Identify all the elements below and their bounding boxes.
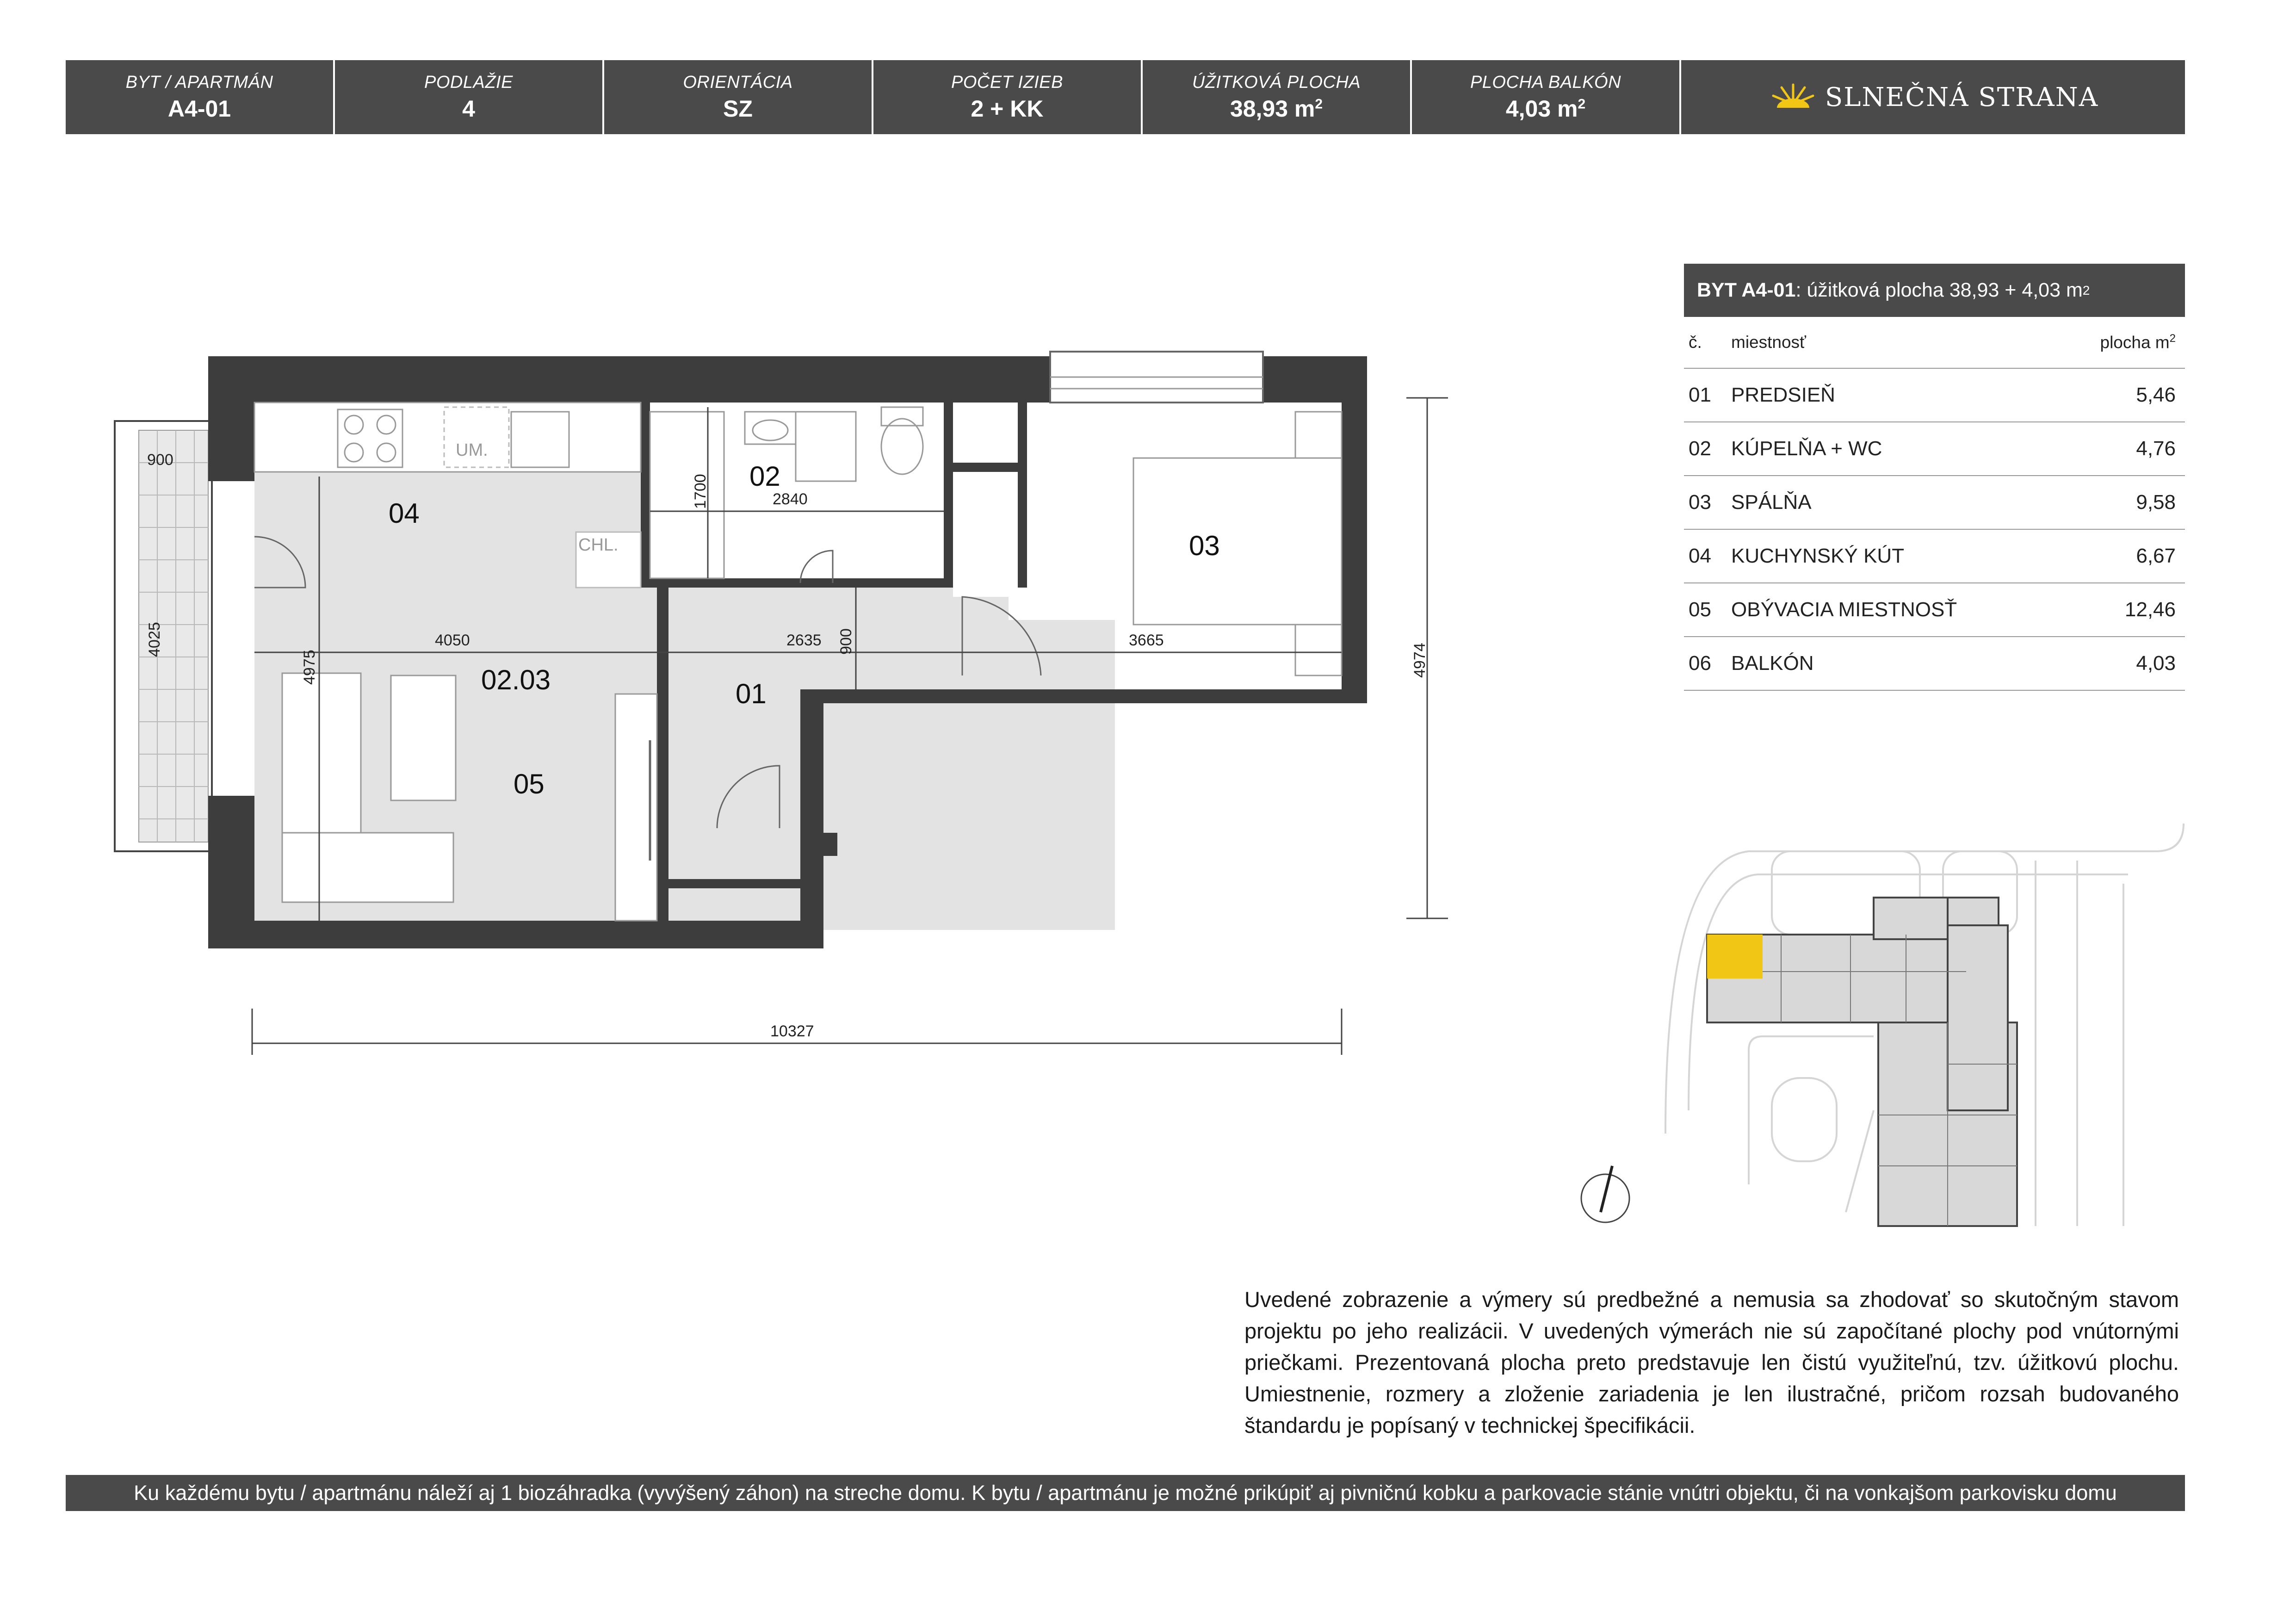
dim-hall-width: 2635: [786, 632, 822, 649]
table-row: 05 OBÝVACIA MIESTNOSŤ 12,46: [1684, 583, 2185, 637]
north-arrow-icon: [1581, 1166, 1629, 1222]
table-row: 03 SPÁLŇA 9,58: [1684, 476, 2185, 530]
header-value: 4,03 $m^2$: [1505, 95, 1586, 122]
dim-living-depth: 4975: [301, 650, 318, 685]
header-label: ORIENTÁCIA: [683, 72, 793, 92]
dim-bath-depth: 1700: [692, 474, 709, 509]
header-label: POČET IZIEB: [951, 72, 1063, 92]
header-label: PODLAŽIE: [424, 72, 513, 92]
dim-balcony-width: 900: [147, 451, 173, 469]
pantry-label: CHL.: [578, 535, 619, 555]
logo-text: SLNEČNÁ STRANA: [1825, 82, 2099, 112]
header-value: SZ: [723, 95, 753, 122]
footer-bar: [66, 1475, 2185, 1511]
balcony: [115, 421, 212, 851]
disclaimer-text: Uvedené zobrazenie a výmery sú predbežné a nemusia sa zhodovať so skutočným stavom projektu po jeho realizácii. V uvedených výmerách nie sú započítané plochy pod vnútornými priečkami. Prezentovaná plocha preto predstavuje len čistú využiteľnú, tzv. úžitkovú plochu. Umiestnenie, rozmery a zloženie zariadenia je len ilustračné, pričom rozsah budovaného štandardu je popísaný v technickej špecifikácii.: [1244, 1287, 2179, 1437]
dim-bedroom-width: 3665: [1129, 632, 1164, 649]
header-value: A4-01: [167, 95, 231, 122]
table-row: 06 BALKÓN 4,03: [1684, 637, 2185, 691]
header-value: 38,93 $m^2$: [1230, 95, 1323, 122]
room-label-02: 02: [749, 461, 780, 492]
dishwasher-label: UM.: [456, 440, 488, 460]
table-row: 01 PREDSIEŇ 5,46: [1684, 369, 2185, 422]
header-value: 2 + KK: [971, 95, 1044, 122]
footer-text: Ku každému bytu / apartmánu náleží aj 1 biozáhradka (vyvýšený záhon) na streche domu. K bytu / apartmánu je možné prikúpiť aj pivničnú kobku a parkovacie stánie vnútri objektu, či na vonkajšom parkovisku domu: [134, 1481, 2117, 1505]
dim-living-width: 4050: [435, 632, 470, 649]
dim-balcony-length: 4025: [146, 622, 163, 657]
dim-hall-depth: 900: [837, 628, 855, 655]
dim-total-width: 10327: [770, 1022, 814, 1040]
table-row: 04 KUCHYNSKÝ KÚT 6,67: [1684, 530, 2185, 583]
window: [1050, 352, 1263, 403]
dim-total-depth: 4974: [1411, 643, 1429, 678]
header-label: ÚŽITKOVÁ PLOCHA: [1192, 72, 1361, 92]
room-table-title: BYT A4-01 : úžitková plocha 38,93 + 4,03 m 2: [1684, 264, 2185, 317]
table-row: 02 KÚPELŇA + WC 4,76: [1684, 422, 2185, 476]
header-label: PLOCHA BALKÓN: [1470, 72, 1621, 92]
room-label-03: 03: [1189, 530, 1220, 561]
room-label-05: 05: [514, 768, 545, 799]
room-label-04: 04: [389, 498, 420, 529]
room-label-01: 01: [736, 678, 767, 709]
col-number: č.: [1689, 333, 1702, 352]
col-room: miestnosť: [1731, 333, 1806, 352]
header-value: 4: [462, 95, 475, 122]
apartment-highlight: [1707, 935, 1763, 979]
site-key-plan: [1665, 824, 2184, 1226]
header-label: BYT / APARTMÁN: [125, 72, 273, 92]
col-area: plocha $m^2$: [2100, 332, 2176, 352]
dim-bath-width: 2840: [773, 490, 808, 508]
room-label-0203: 02.03: [481, 664, 551, 695]
